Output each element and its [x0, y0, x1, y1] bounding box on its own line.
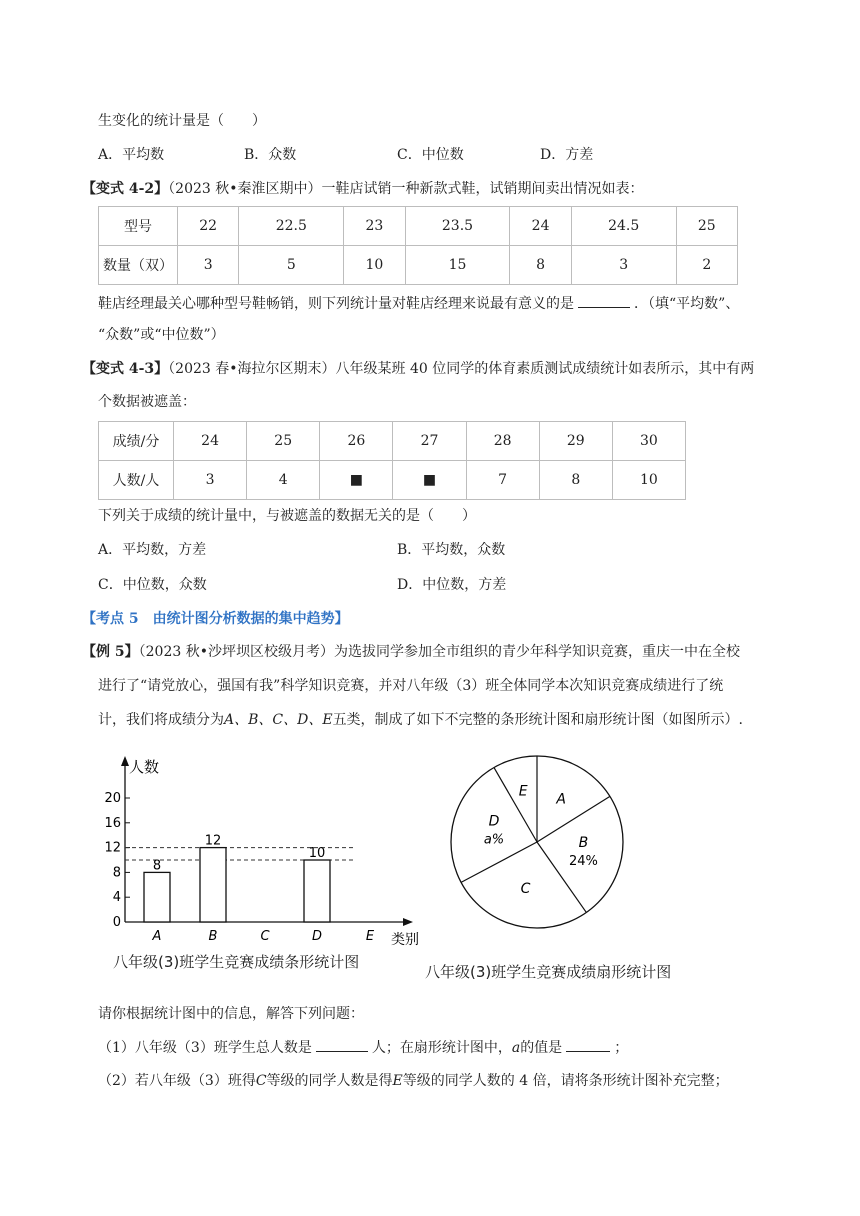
option-b: B．平均数，众数 [397, 542, 506, 558]
option-d: D．中位数，方差 [397, 577, 507, 593]
table-row: 数量（双） 3 5 10 15 8 3 2 [99, 246, 738, 285]
question-tail: 生变化的统计量是（ ） [98, 113, 266, 129]
x-tick-label: B [208, 929, 218, 944]
example-5-line-3: 计，我们将成绩分为A、B、C、D、E五类，制成了如下不完整的条形统计图和扇形统计图（如图所示）. [98, 712, 744, 728]
data-label: 10 [308, 846, 326, 861]
x-tick-label: A [152, 929, 162, 944]
bar [144, 872, 170, 922]
variant-4-2-question-cont: “众数”或“中位数”） [98, 327, 225, 343]
y-tick-label: 12 [104, 840, 121, 856]
option-a: A．平均数 [98, 147, 165, 163]
pie-slice-label: A [556, 791, 566, 808]
answer-blank [578, 293, 630, 308]
example-tag: 【例 5】 [82, 644, 139, 660]
shoe-sales-table [98, 206, 738, 285]
pie-slice-percent: 24% [568, 854, 598, 870]
y-tick-label: 4 [112, 890, 121, 906]
table-row: 人数/人 3 4 ■ ■ 7 8 10 [99, 461, 686, 500]
pie-slice-label: D [488, 813, 500, 830]
bar [200, 848, 226, 922]
score-table [98, 421, 686, 500]
answer-blank [566, 1037, 610, 1052]
pie-slice-label: B [578, 835, 589, 852]
pie-slice-label: C [520, 880, 531, 897]
variant-4-3-stem-cont: 个数据被遮盖： [98, 394, 196, 410]
pie-slice-percent: a% [483, 832, 505, 848]
question-1: （1）八年级（3）班学生总人数是 人；在扇形统计图中，a的值是 ； [98, 1037, 628, 1058]
table-row: 型号 22 22.5 23 23.5 24 24.5 25 [99, 207, 738, 246]
y-tick-label: 0 [112, 915, 121, 930]
bar-chart-title: 八年级(3)班学生竞赛成绩条形统计图 [113, 953, 360, 971]
option-c: C．中位数，众数 [98, 577, 207, 593]
x-tick-label: C [260, 929, 270, 944]
y-tick-label: 8 [112, 865, 121, 881]
variant-4-2-question: 鞋店经理最关心哪种型号鞋畅销，则下列统计量对鞋店经理来说最有意义的是 ．（填“平均数”、 [98, 293, 739, 314]
answer-blank [316, 1037, 368, 1052]
option-d: D．方差 [540, 147, 594, 163]
example-5-line-1: 【例 5】（2023 秋•沙坪坝区校级月考）为选拔同学参加全市组织的青少年科学知识竞赛，重庆一中在全校 [82, 644, 740, 660]
y-axis-label: 人数 [129, 758, 160, 776]
table-row: 成绩/分 24 25 26 27 28 29 30 [99, 422, 686, 461]
option-a: A．平均数，方差 [98, 542, 207, 558]
x-tick-label: D [311, 929, 323, 944]
variant-tag: 【变式 4-2】 [82, 181, 169, 197]
option-b: B．众数 [244, 147, 297, 163]
data-label: 8 [152, 858, 162, 874]
y-tick-label: 20 [104, 791, 121, 806]
bar-chart [95, 750, 425, 950]
x-axis-arrow [403, 918, 413, 926]
data-label: 12 [204, 833, 222, 849]
x-axis-label: 类别 [391, 932, 419, 948]
question-2: （2）若八年级（3）班得C等级的同学人数是得E等级的同学人数的 4 倍，请将条形统计图补充完整； [98, 1073, 729, 1089]
variant-4-2-stem: 【变式 4-2】（2023 秋•秦淮区期中）一鞋店试销一种新款式鞋，试销期间卖出情况如表： [82, 181, 644, 197]
option-c: C．中位数 [397, 147, 464, 163]
variant-4-3-question: 下列关于成绩的统计量中，与被遮盖的数据无关的是（ ） [98, 508, 476, 524]
y-tick-label: 16 [104, 815, 121, 831]
pie-chart [445, 750, 635, 940]
x-tick-label: E [365, 929, 375, 944]
pie-slice-label: E [518, 783, 528, 800]
section-heading: 【考点 5 由统计图分析数据的集中趋势】 [82, 611, 349, 627]
pie-chart-title: 八年级(3)班学生竞赛成绩扇形统计图 [425, 963, 672, 981]
bar [304, 860, 330, 922]
question-intro: 请你根据统计图中的信息，解答下列问题： [98, 1006, 364, 1022]
y-axis-arrow [121, 756, 129, 766]
example-5-line-2: 进行了“请党放心，强国有我”科学知识竞赛，并对八年级（3）班全体同学本次知识竞赛成绩进行了统 [98, 678, 724, 694]
variant-tag: 【变式 4-3】 [82, 361, 169, 377]
variant-4-3-stem: 【变式 4-3】（2023 春•海拉尔区期末）八年级某班 40 位同学的体育素质测试成绩统计如表所示，其中有两 [82, 361, 755, 377]
